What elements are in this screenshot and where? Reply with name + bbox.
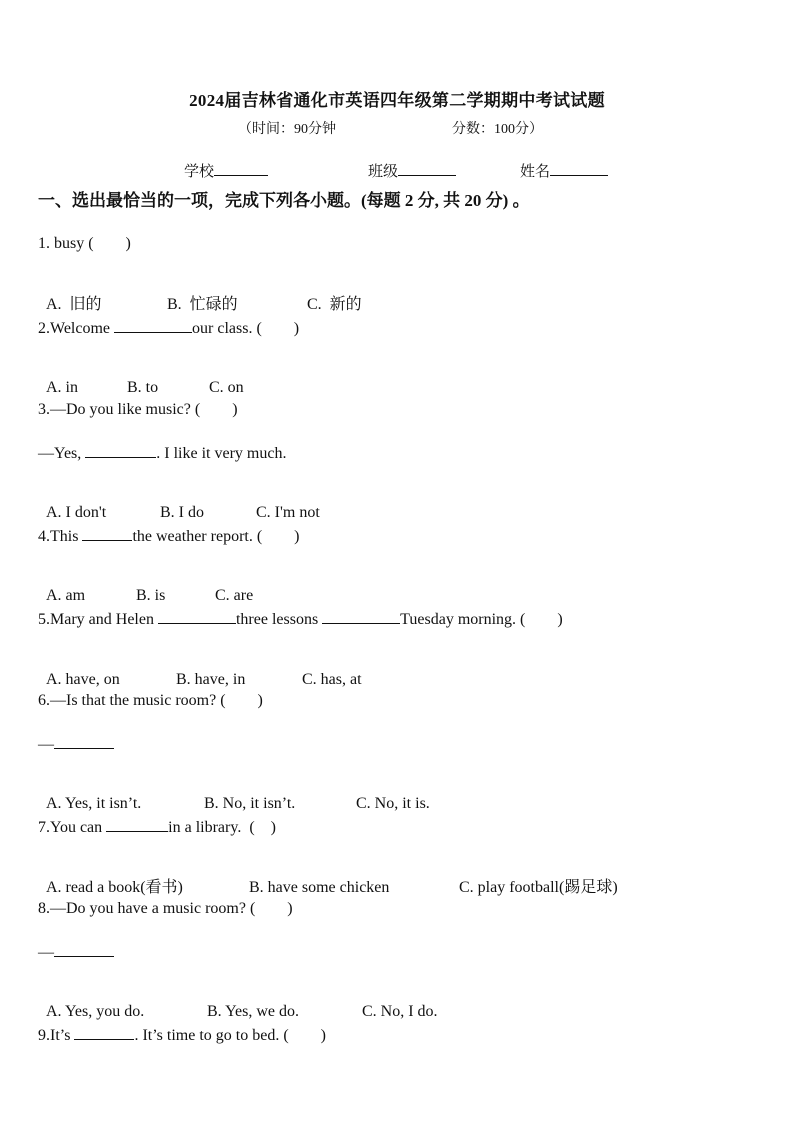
exam-time: （时间：90分钟: [238, 122, 336, 137]
question-text: . It’s time to go to bed. ( ): [134, 1027, 326, 1044]
answer-blank[interactable]: [158, 608, 236, 624]
name-blank[interactable]: [550, 160, 608, 176]
question-text: 4.This: [38, 528, 83, 545]
option-b[interactable]: B. have some chicken: [249, 879, 390, 896]
option-b[interactable]: B. 忙碌的: [167, 296, 238, 313]
question-text: the weather report. ( ): [132, 528, 300, 545]
answer-blank[interactable]: [74, 1024, 134, 1040]
question-1: 1. busy ( ): [38, 235, 131, 252]
question-text: in a library. ( ): [168, 819, 276, 836]
answer-blank[interactable]: [54, 733, 114, 749]
question-text: three lessons: [235, 611, 323, 628]
question-text: Tuesday morning. ( ): [400, 611, 563, 628]
question-3: 3.—Do you like music? ( ): [38, 401, 238, 418]
option-a[interactable]: A. I don't: [46, 504, 107, 521]
option-c[interactable]: C. I'm not: [256, 504, 320, 521]
question-1-options: [38, 275, 362, 315]
question-text: 5.Mary and Helen: [38, 611, 158, 628]
question-text: —: [38, 944, 54, 961]
answer-blank[interactable]: [106, 816, 168, 832]
option-a[interactable]: A. read a book(看书): [46, 879, 183, 896]
option-b[interactable]: B. Yes, we do.: [207, 1003, 300, 1020]
option-c[interactable]: C. No, it is.: [356, 795, 430, 812]
option-b[interactable]: B. to: [127, 379, 159, 396]
name-label: 姓名: [520, 164, 551, 180]
answer-blank[interactable]: [82, 525, 132, 541]
answer-blank[interactable]: [114, 317, 192, 333]
class-label: 班级: [368, 164, 399, 180]
section-heading: 一、选出最恰当的一项，完成下列各小题。(每题 2 分, 共 20 分) 。: [38, 191, 530, 210]
question-8-line2: [38, 941, 114, 963]
question-7-options: [38, 858, 618, 898]
option-a[interactable]: A. Yes, you do.: [46, 1003, 145, 1020]
option-b[interactable]: B. is: [136, 587, 166, 604]
class-blank[interactable]: [398, 160, 456, 176]
option-c[interactable]: C. No, I do.: [362, 1003, 438, 1020]
school-field[interactable]: [184, 160, 268, 181]
option-c[interactable]: C. play football(踢足球): [459, 879, 618, 896]
option-b[interactable]: B. have, in: [176, 671, 246, 688]
exam-score: 分数：100分）: [452, 122, 543, 137]
question-text: 9.It’s: [38, 1027, 75, 1044]
question-6: 6.—Is that the music room? ( ): [38, 692, 263, 709]
question-text: —Yes,: [38, 445, 86, 462]
question-8: 8.—Do you have a music room? ( ): [38, 900, 293, 917]
question-8-options: [38, 982, 438, 1022]
question-6-options: [38, 774, 430, 814]
question-5: [38, 608, 563, 630]
option-b[interactable]: B. No, it isn’t.: [204, 795, 296, 812]
question-text: 2.Welcome: [38, 320, 115, 337]
question-text: . I like it very much.: [156, 445, 287, 462]
question-3-line2: [38, 442, 286, 464]
name-field[interactable]: [520, 160, 608, 181]
option-a[interactable]: A. have, on: [46, 671, 120, 688]
option-a[interactable]: A. 旧的: [46, 296, 102, 313]
question-9: [38, 1024, 326, 1046]
option-a[interactable]: A. am: [46, 587, 86, 604]
page-title: 2024届吉林省通化市英语四年级第二学期期中考试试题: [189, 91, 605, 110]
school-label: 学校: [184, 164, 215, 180]
question-5-options: [38, 650, 362, 690]
option-b[interactable]: B. I do: [160, 504, 204, 521]
class-field[interactable]: [368, 160, 456, 181]
question-text: our class. ( ): [192, 320, 300, 337]
answer-blank[interactable]: [54, 941, 114, 957]
question-4-options: [38, 566, 253, 606]
question-3-options: [38, 483, 320, 523]
option-a[interactable]: A. Yes, it isn’t.: [46, 795, 142, 812]
option-c[interactable]: C. on: [209, 379, 244, 396]
question-2-options: [38, 358, 244, 398]
question-4: [38, 525, 300, 547]
option-c[interactable]: C. 新的: [307, 296, 362, 313]
option-a[interactable]: A. in: [46, 379, 78, 396]
answer-blank[interactable]: [85, 442, 156, 458]
question-7: [38, 816, 276, 838]
question-2: [38, 317, 299, 339]
question-6-line2: [38, 733, 114, 755]
school-blank[interactable]: [214, 160, 268, 176]
option-c[interactable]: C. are: [215, 587, 254, 604]
question-text: 7.You can: [38, 819, 107, 836]
answer-blank[interactable]: [322, 608, 400, 624]
option-c[interactable]: C. has, at: [302, 671, 362, 688]
question-text: —: [38, 736, 54, 753]
